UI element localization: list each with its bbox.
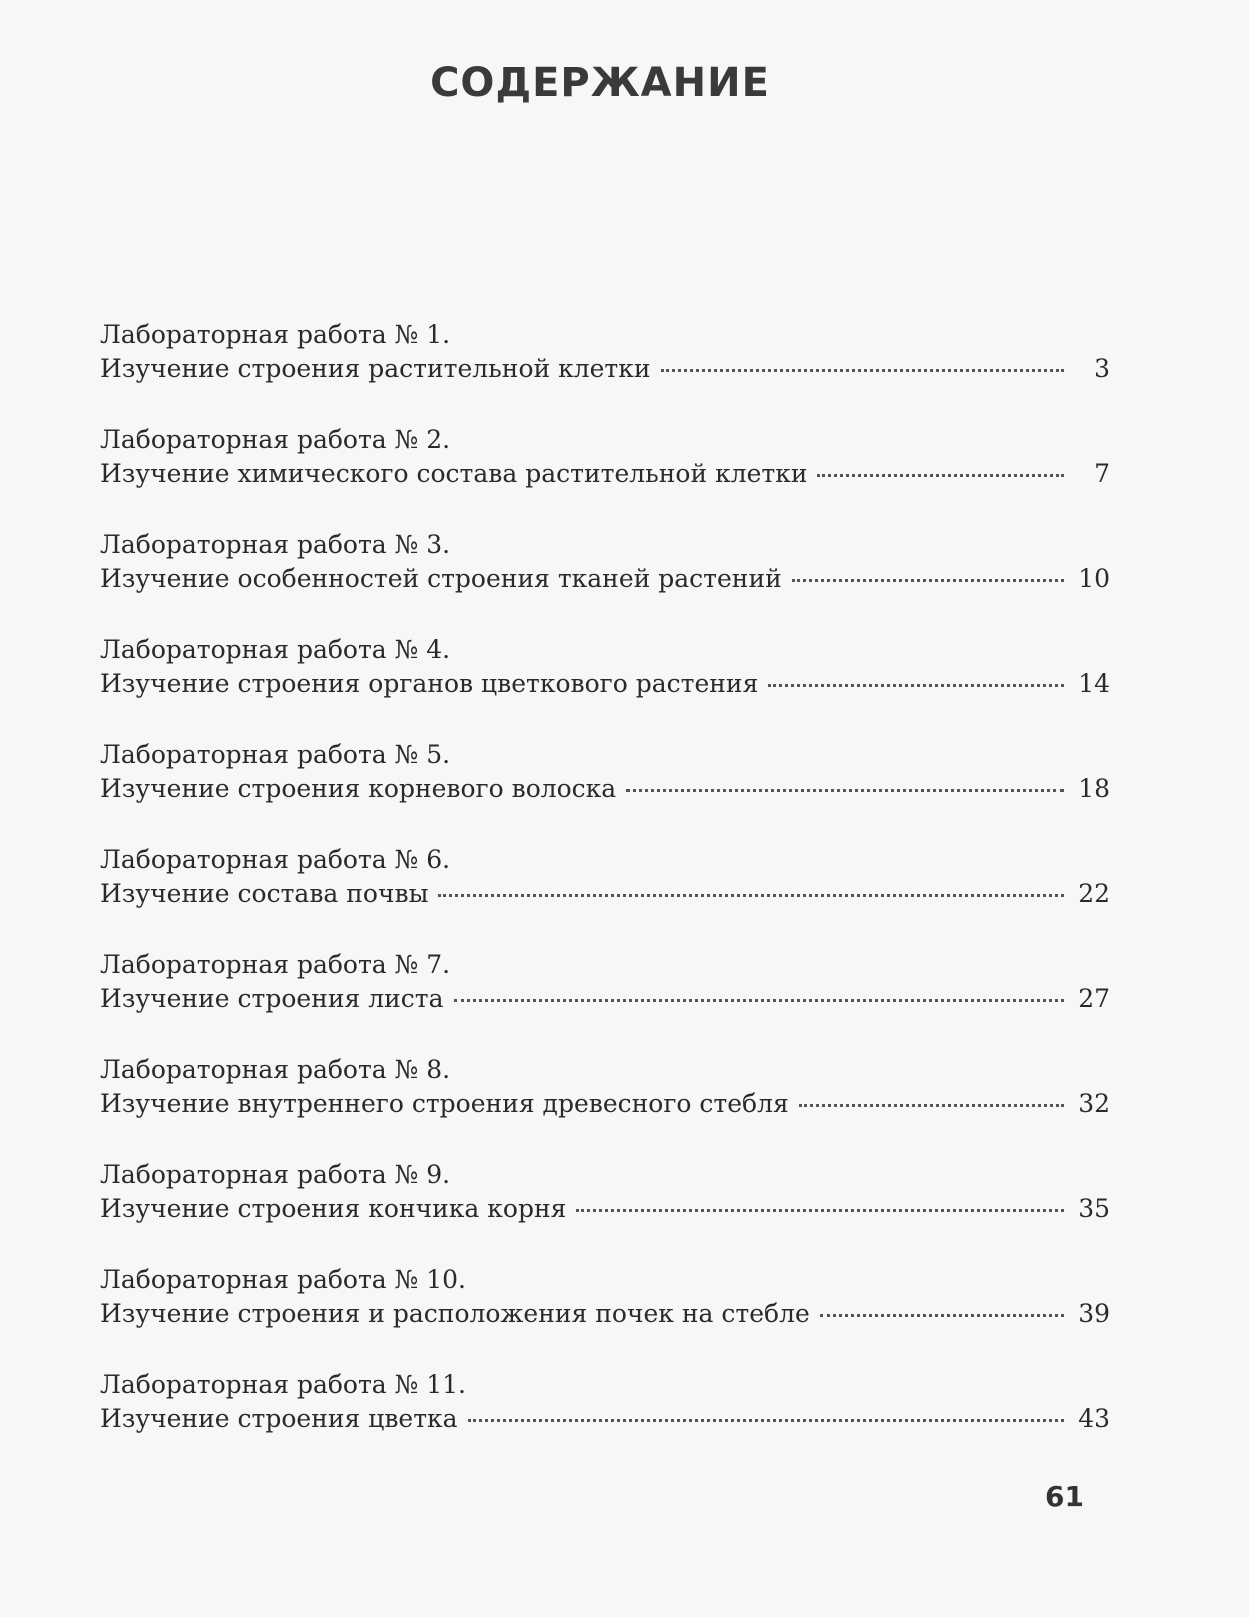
toc-entry-title: Изучение внутреннего строения древесного стебля [100, 1089, 789, 1118]
toc-entry-page: 22 [1078, 879, 1110, 908]
toc-entry-line [100, 1087, 1110, 1121]
toc-entry-line [100, 1297, 1110, 1331]
toc-entry-title: Изучение строения корневого волоска [100, 774, 617, 803]
toc-entry-label: Лабораторная работа № 5. [100, 740, 451, 769]
toc-entry-title: Изучение строения органов цветкового растения [100, 669, 759, 698]
toc-entry-page: 14 [1078, 669, 1110, 698]
toc-entry-title: Изучение особенностей строения тканей растений [100, 564, 782, 593]
dot-leader [799, 1104, 1064, 1107]
toc-entry-4 [100, 633, 1110, 738]
toc-entry-label: Лабораторная работа № 8. [100, 1055, 451, 1084]
page-title: СОДЕРЖАНИЕ [430, 60, 770, 106]
toc-entry-7 [100, 948, 1110, 1053]
toc-entry-label: Лабораторная работа № 7. [100, 950, 451, 979]
toc-entry-3 [100, 528, 1110, 633]
dot-leader [820, 1314, 1064, 1317]
toc-entry-line [100, 1192, 1110, 1226]
dot-leader [768, 684, 1064, 687]
dot-leader [661, 369, 1064, 372]
toc-entry-line [100, 457, 1110, 491]
toc-entry-page: 39 [1078, 1299, 1110, 1328]
toc-entry-title: Изучение строения растительной клетки [100, 354, 651, 383]
toc-entry-page: 32 [1078, 1089, 1110, 1118]
dot-leader [817, 474, 1064, 477]
toc-entry-page: 10 [1078, 564, 1110, 593]
toc-entry-title: Изучение состава почвы [100, 879, 429, 908]
dot-leader [576, 1209, 1064, 1212]
dot-leader [792, 579, 1064, 582]
toc-entry-line [100, 667, 1110, 701]
toc-entry-1 [100, 318, 1110, 423]
toc-entry-page: 27 [1078, 984, 1110, 1013]
toc-entry-label: Лабораторная работа № 3. [100, 530, 451, 559]
toc-entry-title: Изучение строения цветка [100, 1404, 458, 1433]
toc-entry-page: 35 [1078, 1194, 1110, 1223]
toc-entry-line [100, 562, 1110, 596]
toc-entry-title: Изучение строения и расположения почек на стебле [100, 1299, 810, 1328]
toc-entry-line [100, 352, 1110, 386]
toc-entry-2 [100, 423, 1110, 528]
toc-entry-label: Лабораторная работа № 10. [100, 1265, 467, 1294]
toc-entry-label: Лабораторная работа № 4. [100, 635, 451, 664]
toc-entry-label: Лабораторная работа № 2. [100, 425, 451, 454]
toc-entry-page: 43 [1078, 1404, 1110, 1433]
toc-entry-line [100, 877, 1110, 911]
toc-entry-6 [100, 843, 1110, 948]
toc-entry-title: Изучение строения листа [100, 984, 444, 1013]
toc-entry-title: Изучение строения кончика корня [100, 1194, 567, 1223]
toc-entry-label: Лабораторная работа № 6. [100, 845, 451, 874]
toc-entry-9 [100, 1158, 1110, 1263]
dot-leader [454, 999, 1064, 1002]
toc-entry-label: Лабораторная работа № 9. [100, 1160, 451, 1189]
toc-entry-10 [100, 1263, 1110, 1368]
page-number: 61 [1045, 1480, 1084, 1513]
toc-entry-page: 7 [1094, 459, 1110, 488]
dot-leader [468, 1419, 1064, 1422]
dot-leader [438, 894, 1064, 897]
toc-entry-page: 3 [1094, 354, 1110, 383]
toc-entry-line [100, 1402, 1110, 1436]
toc-entry-line [100, 982, 1110, 1016]
toc-entry-label: Лабораторная работа № 11. [100, 1370, 467, 1399]
toc-entry-title: Изучение химического состава растительной клетки [100, 459, 808, 488]
toc-entry-11 [100, 1368, 1110, 1473]
dot-leader [626, 789, 1064, 792]
toc-entry-label: Лабораторная работа № 1. [100, 320, 451, 349]
toc-entry-8 [100, 1053, 1110, 1158]
toc-entry-5 [100, 738, 1110, 843]
toc-entry-page: 18 [1078, 774, 1110, 803]
table-of-contents [100, 318, 1110, 1473]
toc-entry-line [100, 772, 1110, 806]
